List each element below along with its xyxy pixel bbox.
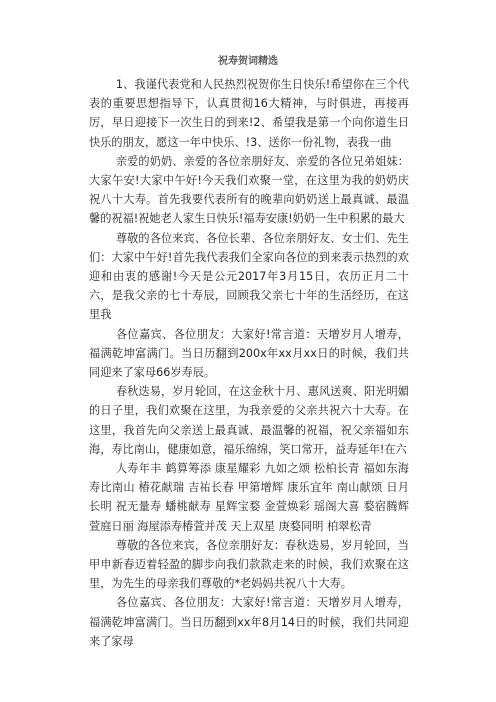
paragraph-1: 1、我谨代表党和人民热烈祝贺你生日快乐!希望你在三个代表的重要思想指导下，认真贯彻16大精神，与时俱进，再接再厉，早日迎接下一次生日的到来!2、希望我是第一个向你道生日快乐的朋友，愿这一年中快乐、!3、送你一份礼物，表我一曲: [89, 78, 409, 149]
paragraph-7: 尊敬的各位来宾，各位亲朋好友：春秋迭易，岁月轮回，当甲申新春迈着轻盈的脚步向我们款款走来的时候，我们欢聚在这里，为先生的母亲我们尊敬的*老妈妈共祝八十大寿。: [89, 538, 409, 591]
paragraph-6: 人寿年丰 鹤算筹添 康星耀彩 九如之颂 松柏长青 福如东海 寿比南山 椿花献瑞 吉祐长春 甲第增辉 康乐宜年 南山献颂 日月长明 祝无量寿 蟠桃献寿 星辉宝婺 金萱焕彩 瑶阁大喜 婺宿腾辉 萱庭日丽 海屋添寿椿萱并茂 天上双星 庚婺同明 柏翠松青: [89, 462, 409, 533]
document-title: 祝寿贺词精选: [218, 56, 278, 67]
paragraph-4: 各位嘉宾、各位朋友：大家好!常言道：天增岁月人增寿，福满乾坤富满门。当日历翻到200x年xx月xx日的时候，我们共同迎来了家母66岁寿辰。: [89, 327, 409, 380]
document-body: [89, 75, 409, 651]
paragraph-8: 各位嘉宾、各位朋友：大家好!常言道：天增岁月人增寿，福满乾坤富满门。当日历翻到xx年8月14日的时候，我们共同迎来了家母: [89, 596, 409, 648]
paragraph-5: 春秋迭易，岁月轮回，在这金秋十月、惠风送爽、阳光明媚的日子里，我们欢聚在这里，为我亲爱的父亲共祝六十大寿。在这里，我首先向父亲送上最真诚、最温馨的祝福，祝父亲福如东海，寿比南山，健康如意，福乐绵绵，笑口常开，益寿延年!在六: [89, 385, 409, 456]
paragraph-3: 尊敬的各位来宾、各位长辈、各位亲朋好友、女士们、先生们：大家中午好!首先我代表我们全家向各位的到来表示热烈的欢迎和由衷的感谢!今天是公元2017年3月15日，农历正月二十六，是我父亲的七十寿辰，回顾我父亲七十年的生活经历，在这里我: [89, 231, 409, 322]
paragraph-2: 亲爱的奶奶、亲爱的各位亲朋好友、亲爱的各位兄弟姐妹：大家午安!大家中午好!今天我们欢聚一堂，在这里为我的奶奶庆祝八十大寿。首先我要代表所有的晚辈向奶奶送上最真诚、最温馨的祝福!祝她老人家生日快乐!福寿安康!奶奶一生中积累的最大: [89, 154, 409, 226]
